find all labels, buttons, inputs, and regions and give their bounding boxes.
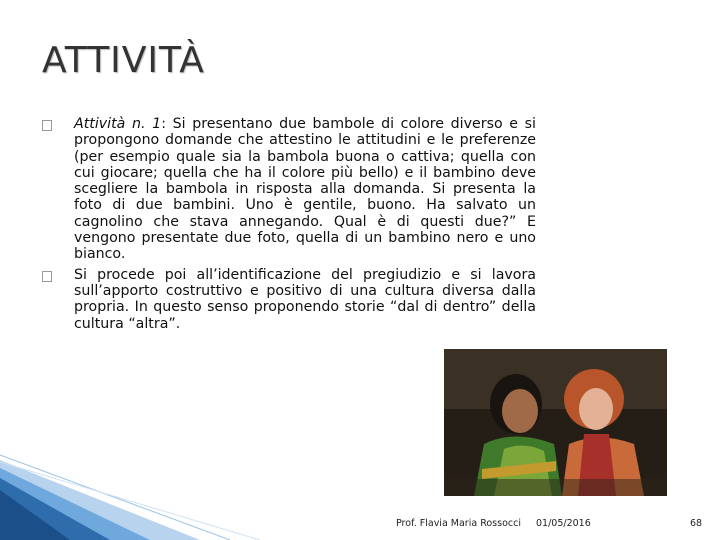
- photo-two-women: [444, 349, 667, 496]
- slide-body: [42, 116, 536, 332]
- bullet-text: Si procede poi all’identificazione del pregiudizio e si lavora sull’apporto costruttivo e positivo di una cultura diversa dalla propria. In questo senso proponendo storie “dal di dentro” della cultura “altra”.: [74, 266, 536, 332]
- slide-number: 68: [690, 518, 703, 529]
- bullet-text: : Si presentano due bambole di colore diverso e si propongono domande che attestino le attitudini e le preferenze (per esempio quale sia la bambola buona o cattiva; quella con cui giocare; quella che ha il colore più bello) e il bambino deve scegliere la bambola in risposta alla domanda. Si presenta la foto di due bambini. Uno è gentile, buono. Ha salvato un cagnolino che stava annegando. Qual è di questi due?” E vengono presentate due foto, quella di un bambino nero e uno bianco.: [74, 116, 536, 263]
- bullet-item-2: [42, 267, 536, 332]
- footer-date: 01/05/2016: [536, 518, 591, 529]
- footer-author: Prof. Flavia Maria Rossocci: [396, 518, 521, 529]
- bullet-marker-icon: [42, 267, 74, 287]
- bullet-item-1: [42, 116, 536, 263]
- slide-title: ATTIVITÀ: [42, 40, 205, 81]
- bullet-marker-icon: [42, 116, 74, 136]
- bullet-lead: Attività n. 1: [74, 116, 162, 132]
